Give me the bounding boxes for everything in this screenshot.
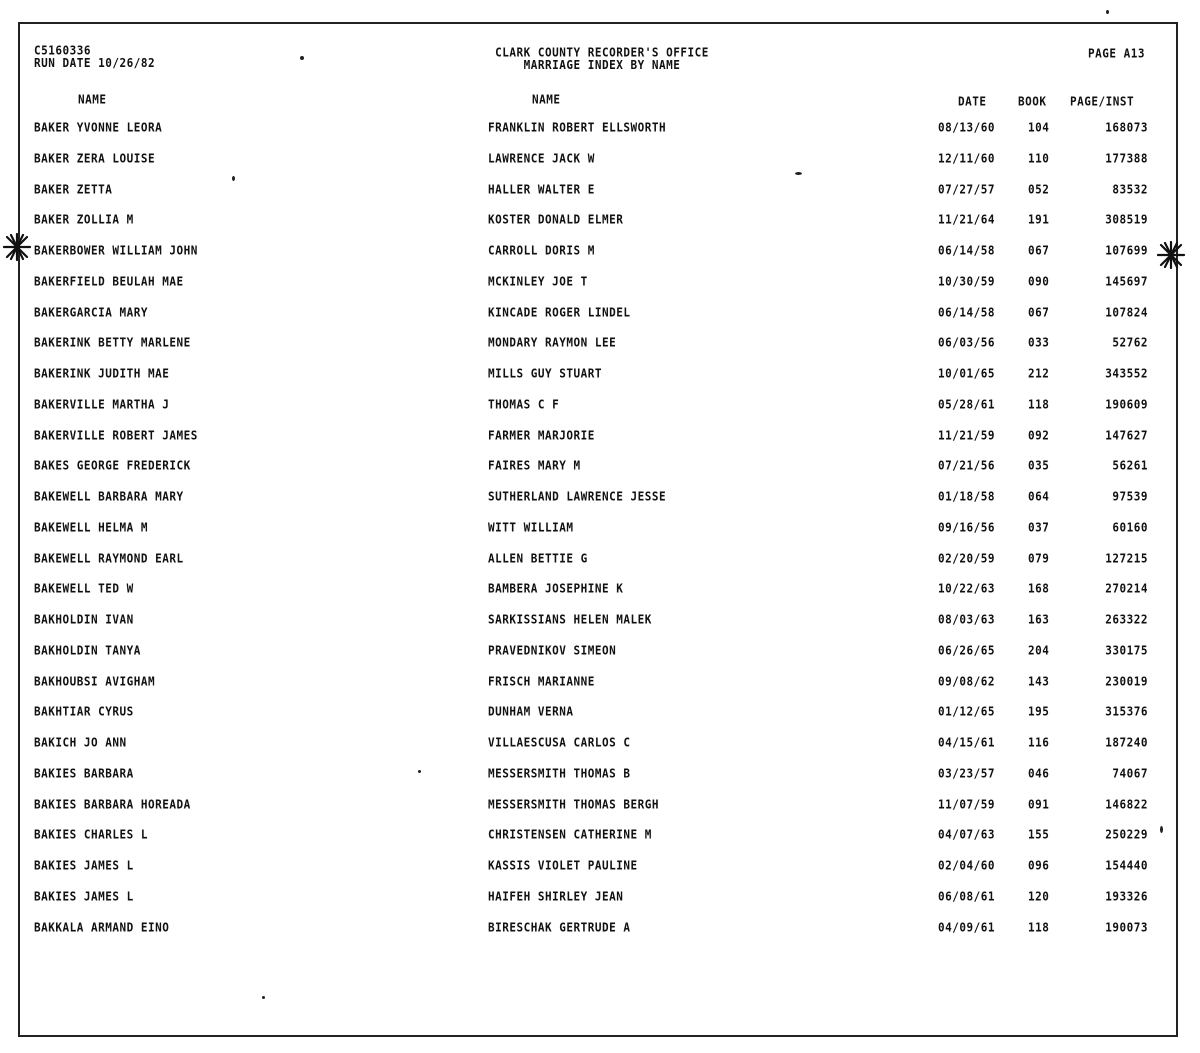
cell-spouse: MILLS GUY STUART: [488, 366, 602, 381]
cell-name: BAKERVILLE MARTHA J: [34, 396, 170, 412]
cell-date: 08/03/63: [938, 612, 995, 627]
cell-page: 193326: [1105, 888, 1148, 904]
cell-page: 145697: [1105, 273, 1148, 289]
cell-book: 212: [1028, 366, 1050, 381]
asterisk-star-icon: [2, 232, 32, 262]
cell-date: 05/28/61: [938, 396, 995, 412]
cell-book: 120: [1028, 888, 1050, 904]
report-id: C5160336: [34, 42, 91, 58]
table-row: [20, 428, 1176, 459]
table-row: [20, 735, 1176, 766]
cell-date: 08/13/60: [938, 120, 995, 135]
cell-book: 191: [1028, 212, 1050, 228]
cell-page: 177388: [1105, 150, 1148, 166]
cell-date: 06/14/58: [938, 304, 995, 320]
cell-page: 330175: [1105, 642, 1148, 658]
cell-name: BAKER ZOLLIA M: [34, 212, 134, 228]
cell-date: 02/20/59: [938, 550, 995, 566]
cell-date: 11/21/64: [938, 212, 995, 228]
table-row: [20, 612, 1176, 643]
cell-page: 107824: [1105, 304, 1148, 320]
index-subtitle: MARRIAGE INDEX BY NAME: [523, 57, 681, 73]
cell-name: BAKERBOWER WILLIAM JOHN: [34, 243, 198, 258]
cell-spouse: MESSERSMITH THOMAS BERGH: [488, 796, 659, 812]
cell-spouse: BAMBERA JOSEPHINE K: [488, 581, 624, 597]
cell-book: 116: [1028, 735, 1050, 750]
cell-spouse: PRAVEDNIKOV SIMEON: [488, 642, 617, 658]
cell-date: 06/26/65: [938, 642, 995, 658]
cell-page: 56261: [1112, 458, 1148, 474]
cell-date: 04/07/63: [938, 827, 995, 843]
cell-name: BAKES GEORGE FREDERICK: [34, 458, 191, 474]
cell-name: BAKERGARCIA MARY: [34, 304, 148, 320]
cell-name: BAKIES JAMES L: [34, 858, 134, 873]
cell-name: BAKER ZETTA: [34, 181, 113, 197]
cell-spouse: VILLAESCUSA CARLOS C: [488, 735, 631, 750]
column-header-date: DATE: [958, 94, 987, 109]
cell-name: BAKIES CHARLES L: [34, 827, 148, 843]
column-header-book: BOOK: [1018, 94, 1047, 109]
cell-date: 06/03/56: [938, 335, 995, 351]
cell-page: 230019: [1105, 673, 1148, 689]
table-row: [20, 581, 1176, 612]
cell-spouse: BIRESCHAK GERTRUDE A: [488, 919, 631, 935]
cell-book: 067: [1028, 304, 1050, 320]
cell-date: 01/18/58: [938, 489, 995, 504]
scan-speck: [1160, 826, 1163, 833]
cell-date: 10/22/63: [938, 581, 995, 597]
cell-date: 12/11/60: [938, 150, 995, 166]
cell-name: BAKERVILLE ROBERT JAMES: [34, 427, 198, 443]
cell-date: 06/14/58: [938, 243, 995, 258]
cell-page: 315376: [1105, 704, 1148, 720]
cell-book: 033: [1028, 335, 1050, 351]
cell-date: 06/08/61: [938, 888, 995, 904]
cell-page: 190609: [1105, 396, 1148, 412]
cell-spouse: FARMER MARJORIE: [488, 427, 595, 443]
cell-spouse: HAIFEH SHIRLEY JEAN: [488, 888, 624, 904]
cell-page: 190073: [1105, 919, 1148, 935]
cell-page: 250229: [1105, 827, 1148, 843]
scan-speck: [418, 770, 421, 773]
scan-speck: [300, 56, 304, 60]
cell-date: 07/27/57: [938, 181, 995, 197]
cell-date: 11/21/59: [938, 427, 995, 443]
cell-spouse: WITT WILLIAM: [488, 519, 574, 535]
table-row: [20, 274, 1176, 305]
cell-name: BAKEWELL RAYMOND EARL: [34, 550, 184, 566]
cell-name: BAKEWELL HELMA M: [34, 519, 148, 535]
cell-page: 83532: [1112, 181, 1148, 197]
asterisk-star-icon: [1156, 240, 1186, 270]
column-header-page-inst: PAGE/INST: [1070, 94, 1135, 109]
cell-spouse: FRANKLIN ROBERT ELLSWORTH: [488, 120, 667, 135]
cell-book: 195: [1028, 704, 1050, 720]
cell-name: BAKERINK JUDITH MAE: [34, 366, 170, 381]
cell-spouse: FRISCH MARIANNE: [488, 673, 595, 689]
cell-page: 308519: [1105, 212, 1148, 228]
cell-page: 74067: [1112, 765, 1148, 781]
cell-date: 10/30/59: [938, 273, 995, 289]
cell-book: 091: [1028, 796, 1050, 812]
cell-book: 090: [1028, 273, 1050, 289]
cell-name: BAKERFIELD BEULAH MAE: [34, 273, 184, 289]
cell-page: 52762: [1112, 335, 1148, 351]
cell-date: 02/04/60: [938, 858, 995, 873]
cell-name: BAKEWELL TED W: [34, 581, 134, 597]
cell-spouse: DUNHAM VERNA: [488, 704, 574, 720]
cell-book: 092: [1028, 427, 1050, 443]
table-row: [20, 151, 1176, 182]
cell-date: 11/07/59: [938, 796, 995, 812]
table-row: [20, 305, 1176, 336]
cell-book: 035: [1028, 458, 1050, 474]
page-number: PAGE A13: [1088, 46, 1145, 61]
cell-book: 104: [1028, 120, 1050, 135]
column-header-name: NAME: [78, 92, 107, 107]
scan-speck: [795, 172, 802, 175]
table-row: [20, 182, 1176, 213]
cell-name: BAKIES JAMES L: [34, 888, 134, 904]
report-id-block: [34, 44, 155, 69]
cell-book: 143: [1028, 673, 1050, 689]
cell-spouse: KASSIS VIOLET PAULINE: [488, 858, 638, 873]
cell-name: BAKHOLDIN TANYA: [34, 642, 141, 658]
table-row: [20, 366, 1176, 397]
cell-spouse: KOSTER DONALD ELMER: [488, 212, 624, 228]
cell-spouse: ALLEN BETTIE G: [488, 550, 588, 566]
cell-page: 147627: [1105, 427, 1148, 443]
microfiche-page: [18, 22, 1178, 1037]
cell-spouse: MONDARY RAYMON LEE: [488, 335, 617, 351]
cell-page: 270214: [1105, 581, 1148, 597]
cell-date: 10/01/65: [938, 366, 995, 381]
cell-spouse: THOMAS C F: [488, 396, 560, 412]
table-row: [20, 858, 1176, 889]
cell-date: 07/21/56: [938, 458, 995, 474]
cell-spouse: SUTHERLAND LAWRENCE JESSE: [488, 489, 667, 504]
table-row: [20, 643, 1176, 674]
cell-name: BAKER ZERA LOUISE: [34, 150, 156, 166]
cell-page: 343552: [1105, 366, 1148, 381]
cell-spouse: SARKISSIANS HELEN MALEK: [488, 612, 652, 627]
cell-page: 263322: [1105, 612, 1148, 627]
table-row: [20, 243, 1176, 274]
table-row: [20, 551, 1176, 582]
table-row: [20, 489, 1176, 520]
cell-book: 118: [1028, 919, 1050, 935]
cell-page: 168073: [1105, 120, 1148, 135]
cell-date: 03/23/57: [938, 765, 995, 781]
table-row: [20, 797, 1176, 828]
cell-spouse: LAWRENCE JACK W: [488, 150, 595, 166]
cell-page: 187240: [1105, 735, 1148, 750]
cell-name: BAKER YVONNE LEORA: [34, 120, 163, 135]
cell-book: 118: [1028, 396, 1050, 412]
cell-name: BAKHTIAR CYRUS: [34, 704, 134, 720]
table-row: [20, 120, 1176, 151]
table-row: [20, 520, 1176, 551]
cell-date: 09/08/62: [938, 673, 995, 689]
table-row: [20, 674, 1176, 705]
cell-name: BAKIES BARBARA: [34, 765, 134, 781]
cell-spouse: MESSERSMITH THOMAS B: [488, 765, 631, 781]
cell-name: BAKERINK BETTY MARLENE: [34, 335, 191, 351]
cell-book: 037: [1028, 519, 1050, 535]
scan-speck: [262, 996, 265, 999]
cell-spouse: FAIRES MARY M: [488, 458, 581, 474]
cell-book: 079: [1028, 550, 1050, 566]
cell-page: 60160: [1112, 519, 1148, 535]
cell-date: 01/12/65: [938, 704, 995, 720]
cell-page: 154440: [1105, 858, 1148, 873]
cell-page: 107699: [1105, 243, 1148, 258]
cell-book: 052: [1028, 181, 1050, 197]
table-row: [20, 827, 1176, 858]
cell-date: 04/15/61: [938, 735, 995, 750]
column-header-spouse-name: NAME: [532, 92, 561, 107]
table-row: [20, 458, 1176, 489]
cell-book: 046: [1028, 765, 1050, 781]
cell-page: 146822: [1105, 796, 1148, 812]
cell-name: BAKKALA ARMAND EINO: [34, 919, 170, 935]
cell-date: 04/09/61: [938, 919, 995, 935]
cell-name: BAKEWELL BARBARA MARY: [34, 489, 184, 504]
cell-book: 067: [1028, 243, 1050, 258]
cell-name: BAKICH JO ANN: [34, 735, 127, 750]
cell-book: 155: [1028, 827, 1050, 843]
table-row: [20, 766, 1176, 797]
cell-spouse: HALLER WALTER E: [488, 181, 595, 197]
cell-name: BAKHOUBSI AVIGHAM: [34, 673, 156, 689]
office-title: CLARK COUNTY RECORDER'S OFFICE: [495, 44, 709, 60]
cell-spouse: CHRISTENSEN CATHERINE M: [488, 827, 652, 843]
scan-speck: [1106, 10, 1109, 14]
cell-date: 09/16/56: [938, 519, 995, 535]
table-row: [20, 920, 1176, 951]
run-date: RUN DATE 10/26/82: [34, 55, 156, 71]
table-row: [20, 704, 1176, 735]
cell-book: 163: [1028, 612, 1050, 627]
cell-book: 168: [1028, 581, 1050, 597]
cell-spouse: CARROLL DORIS M: [488, 243, 595, 258]
table-row: [20, 335, 1176, 366]
cell-name: BAKIES BARBARA HOREADA: [34, 796, 191, 812]
cell-book: 110: [1028, 150, 1050, 166]
table-row: [20, 397, 1176, 428]
table-row: [20, 212, 1176, 243]
cell-page: 97539: [1112, 489, 1148, 504]
cell-book: 096: [1028, 858, 1050, 873]
report-title-block: [472, 46, 732, 71]
table-row: [20, 889, 1176, 920]
cell-name: BAKHOLDIN IVAN: [34, 612, 134, 627]
cell-spouse: KINCADE ROGER LINDEL: [488, 304, 631, 320]
cell-page: 127215: [1105, 550, 1148, 566]
cell-book: 204: [1028, 642, 1050, 658]
cell-spouse: MCKINLEY JOE T: [488, 273, 588, 289]
cell-book: 064: [1028, 489, 1050, 504]
scan-speck: [232, 176, 235, 181]
